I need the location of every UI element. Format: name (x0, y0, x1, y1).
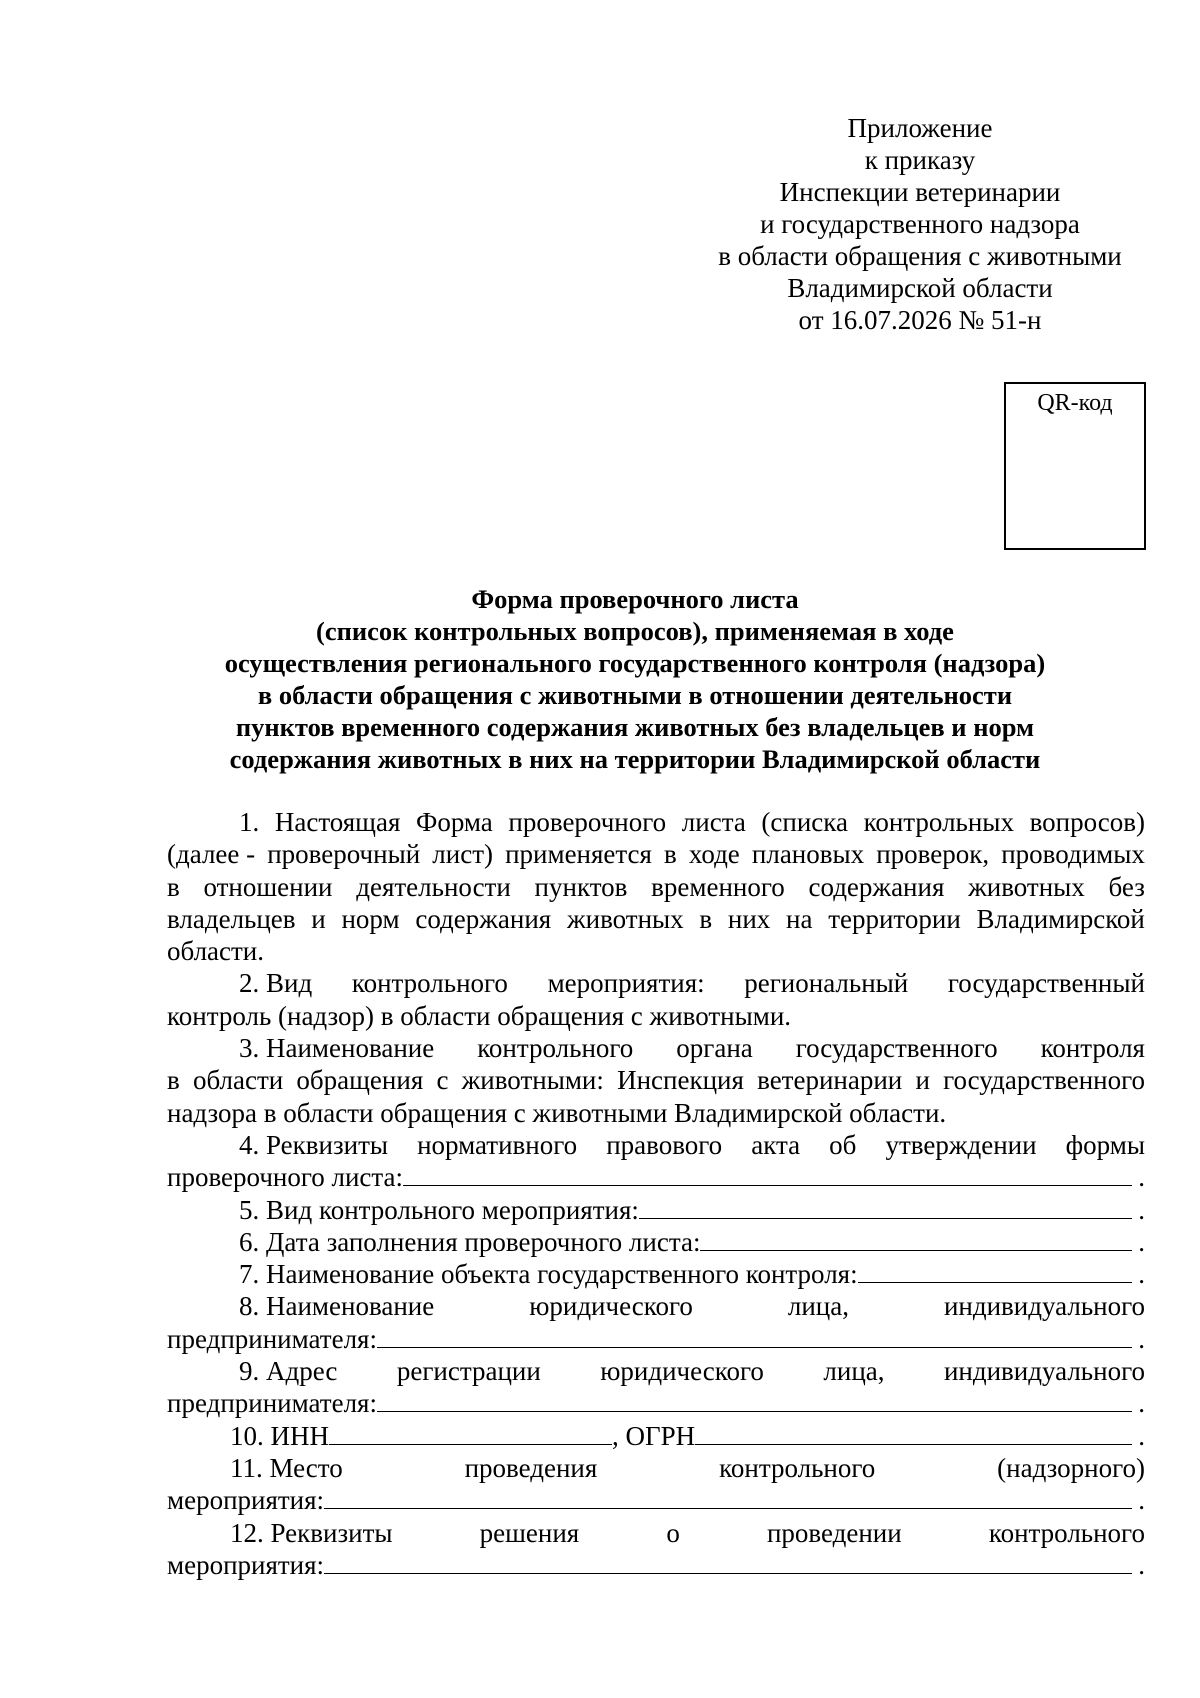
appendix-line: в области обращения с животными (718, 241, 1122, 271)
appendix-line: к приказу (864, 145, 976, 175)
item-9-line-2: предпринимателя: . (167, 1388, 1145, 1419)
item-12-line-2: мероприятия: . (167, 1549, 1145, 1580)
item-3-line-3: надзора в области обращения с животными Владимирской области. (167, 1097, 947, 1128)
item-8-line-1: 8. Наименование юридического лица, индивидуального (239, 1291, 1145, 1322)
item-4-line-2: проверочного листа: . (167, 1162, 1145, 1193)
qr-code-placeholder (1004, 382, 1146, 550)
item-11-line-2: мероприятия: . (167, 1485, 1145, 1516)
control-event-type-field[interactable] (639, 1194, 1132, 1219)
item-11-line-1: 11. Место проведения контрольного (надзорного) (230, 1452, 1145, 1483)
title-line: в области обращения с животными в отношении деятельности (257, 680, 1013, 710)
title-line: осуществления регионального государственного контроля (надзора) (224, 648, 1046, 678)
form-title (170, 583, 1100, 775)
item-1-line-5: области. (167, 936, 265, 967)
normative-act-field[interactable] (403, 1161, 1132, 1186)
item-1-line-3: в отношении деятельности пунктов временного содержания животных без (167, 871, 1145, 902)
title-line: Форма проверочного листа (471, 584, 799, 614)
item-5: 5. Вид контрольного мероприятия: . (239, 1194, 1145, 1225)
item-3-line-1: 3. Наименование контрольного органа государственного контроля (239, 1033, 1145, 1064)
item-3-line-2: в области обращения с животными: Инспекция ветеринарии и государственного (167, 1065, 1145, 1096)
entity-address-field[interactable] (377, 1387, 1132, 1412)
appendix-header (630, 112, 1200, 336)
appendix-line: Владимирской области (787, 273, 1053, 303)
appendix-line: Приложение (847, 113, 993, 143)
decision-details-field[interactable] (324, 1549, 1132, 1574)
item-12-line-1: 12. Реквизиты решения о проведении контрольного (230, 1517, 1145, 1548)
item-6: 6. Дата заполнения проверочного листа: . (239, 1226, 1145, 1257)
control-object-field[interactable] (858, 1258, 1133, 1283)
appendix-date-line: от 16.07.2026 № 51-н (798, 305, 1042, 335)
form-body (167, 806, 1145, 1581)
item-8-line-2: предпринимателя: . (167, 1323, 1145, 1354)
item-7: 7. Наименование объекта государственного контроля: . (239, 1259, 1145, 1290)
item-10: 10. ИНН , ОГРН . (230, 1420, 1145, 1451)
item-4-line-1: 4. Реквизиты нормативного правового акта об утверждении формы (239, 1129, 1145, 1160)
event-place-field[interactable] (324, 1484, 1132, 1509)
item-1-line-4: владельцев и норм содержания животных в них на территории Владимирской (167, 903, 1145, 934)
title-line: пунктов временного содержания животных без владельцев и норм (235, 712, 1035, 742)
inn-field[interactable] (329, 1420, 612, 1445)
fill-date-field[interactable] (700, 1226, 1132, 1251)
item-1-line-2: (далее - проверочный лист) применяется в ходе плановых проверок, проводимых (167, 839, 1145, 870)
appendix-line: Инспекции ветеринарии (779, 177, 1061, 207)
item-2-line-2: контроль (надзор) в области обращения с животными. (167, 1000, 792, 1031)
ogrn-field[interactable] (695, 1420, 1132, 1445)
appendix-line: и государственного надзора (760, 209, 1080, 239)
item-2-line-1: 2. Вид контрольного мероприятия: региональный государственный (239, 968, 1145, 999)
item-9-line-1: 9. Адрес регистрации юридического лица, индивидуального (239, 1356, 1145, 1387)
qr-code-label: QR-код (1037, 390, 1113, 416)
entity-name-field[interactable] (377, 1323, 1132, 1348)
item-1-line-1: 1. Настоящая Форма проверочного листа (списка контрольных вопросов) (239, 807, 1145, 837)
title-line: (список контрольных вопросов), применяемая в ходе (316, 616, 954, 646)
title-line: содержания животных в них на территории Владимирской области (229, 744, 1041, 774)
